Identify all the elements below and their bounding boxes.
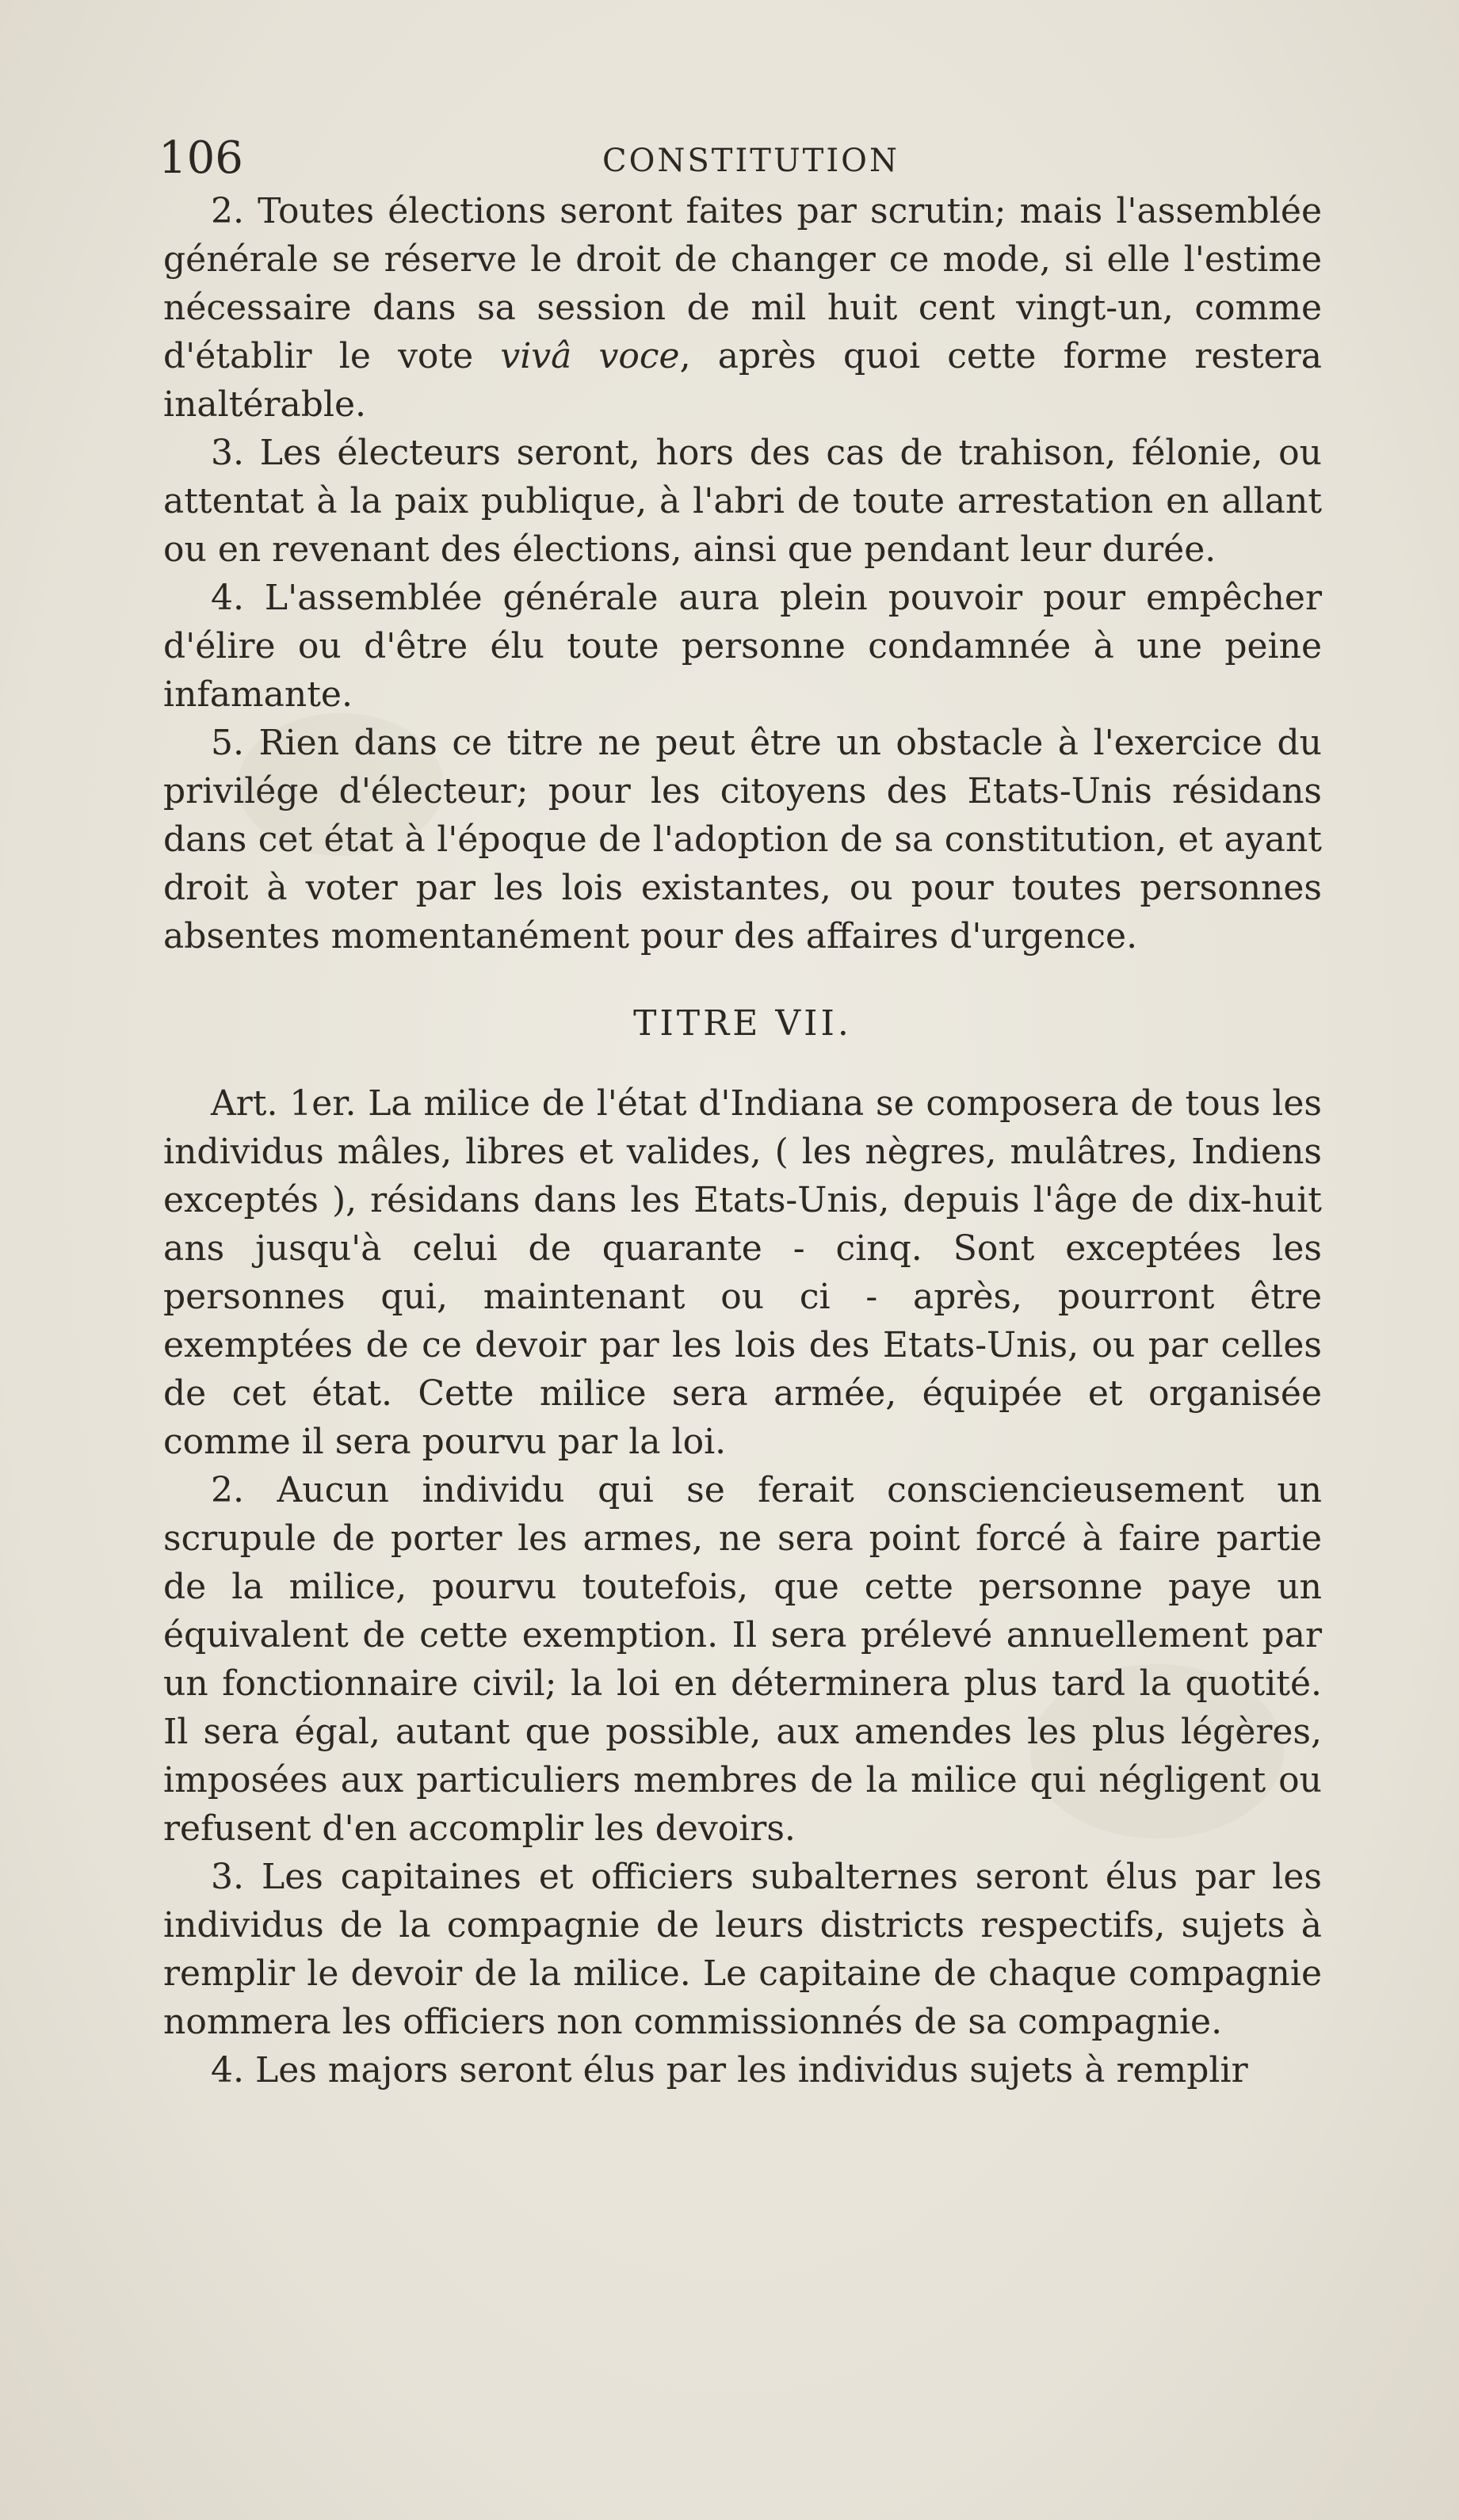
article-paragraph	[163, 1853, 1322, 2046]
article-number: 3.	[211, 433, 244, 473]
section-heading: TITRE VII.	[633, 1003, 852, 1044]
latin-phrase: vivâ voce	[500, 336, 680, 376]
article-paragraph	[163, 719, 1322, 960]
running-title: CONSTITUTION	[602, 143, 899, 179]
article-text: , après quoi cette forme restera inaltérable.	[163, 336, 1322, 425]
article-paragraph	[163, 1079, 1322, 1466]
article-number: 2.	[211, 1470, 244, 1510]
article-text: Rien dans ce titre ne peut être un obstacle à l'exercice du privilége d'électeur; pour les citoyens des Etats-Unis résidans dans cet état à l'époque de l'adoption de sa constitution, et ayant droit à voter par les lois existantes, ou pour toutes personnes absentes momentanément pour des affaires d'urgence.	[163, 723, 1322, 956]
article-number: 3.	[211, 1857, 244, 1897]
article-number: Art. 1er.	[211, 1083, 357, 1124]
article-text: Les capitaines et officiers subalternes seront élus par les individus de la compagnie de leurs districts respectifs, sujets à remplir le devoir de la milice. Le capitaine de chaque compagnie nommera les officiers non commissionnés de sa compagnie.	[163, 1857, 1322, 2042]
article-paragraph	[163, 429, 1322, 574]
article-text: La milice de l'état d'Indiana se composera de tous les individus mâles, libres et valides, ( les nègres, mulâtres, Indiens exceptés ), résidans dans les Etats-Unis, depuis l'âge de dix-huit ans jusqu'à celui de quarante - cinq. Sont exceptées les personnes qui, maintenant ou ci - après, pourront être exemptées de ce devoir par les lois des Etats-Unis, ou par celles de cet état. Cette milice sera armée, équipée et organisée comme il sera pourvu par la loi.	[163, 1083, 1322, 1462]
article-number: 2.	[211, 191, 244, 231]
article-text: L'assemblée générale aura plein pouvoir pour empêcher d'élire ou d'être élu toute personne condamnée à une peine infamante.	[163, 578, 1322, 715]
article-number: 4.	[211, 2050, 244, 2090]
article-paragraph	[163, 187, 1322, 429]
body-text	[163, 187, 1322, 2094]
article-paragraph	[163, 1466, 1322, 1853]
article-number: 4.	[211, 578, 244, 618]
page-number: 106	[159, 132, 243, 184]
article-paragraph	[163, 574, 1322, 719]
article-number: 5.	[211, 723, 244, 763]
article-text: Aucun individu qui se ferait consciencieusement un scrupule de porter les armes, ne sera point forcé à faire partie de la milice, pourvu toutefois, que cette personne paye un équivalent de cette exemption. Il sera prélevé annuellement par un fonctionnaire civil; la loi en déterminera plus tard la quotité. Il sera égal, autant que possible, aux amendes les plus légères, imposées aux particuliers membres de la milice qui négligent ou refusent d'en accomplir les devoirs.	[163, 1470, 1322, 1849]
article-text: Les majors seront élus par les individus sujets à remplir	[254, 2050, 1248, 2090]
article-text: Toutes élections seront faites par scrutin; mais l'assemblée générale se réserve le droit de changer ce mode, si elle l'estime nécessaire dans sa session de mil huit cent vingt-un, comme d'établir le vote	[163, 191, 1322, 376]
article-paragraph	[163, 2046, 1322, 2094]
page-header	[159, 127, 1323, 190]
article-text: Les électeurs seront, hors des cas de trahison, félonie, ou attentat à la paix publique, à l'abri de toute arrestation en allant ou en revenant des élections, ainsi que pendant leur durée.	[163, 433, 1322, 570]
